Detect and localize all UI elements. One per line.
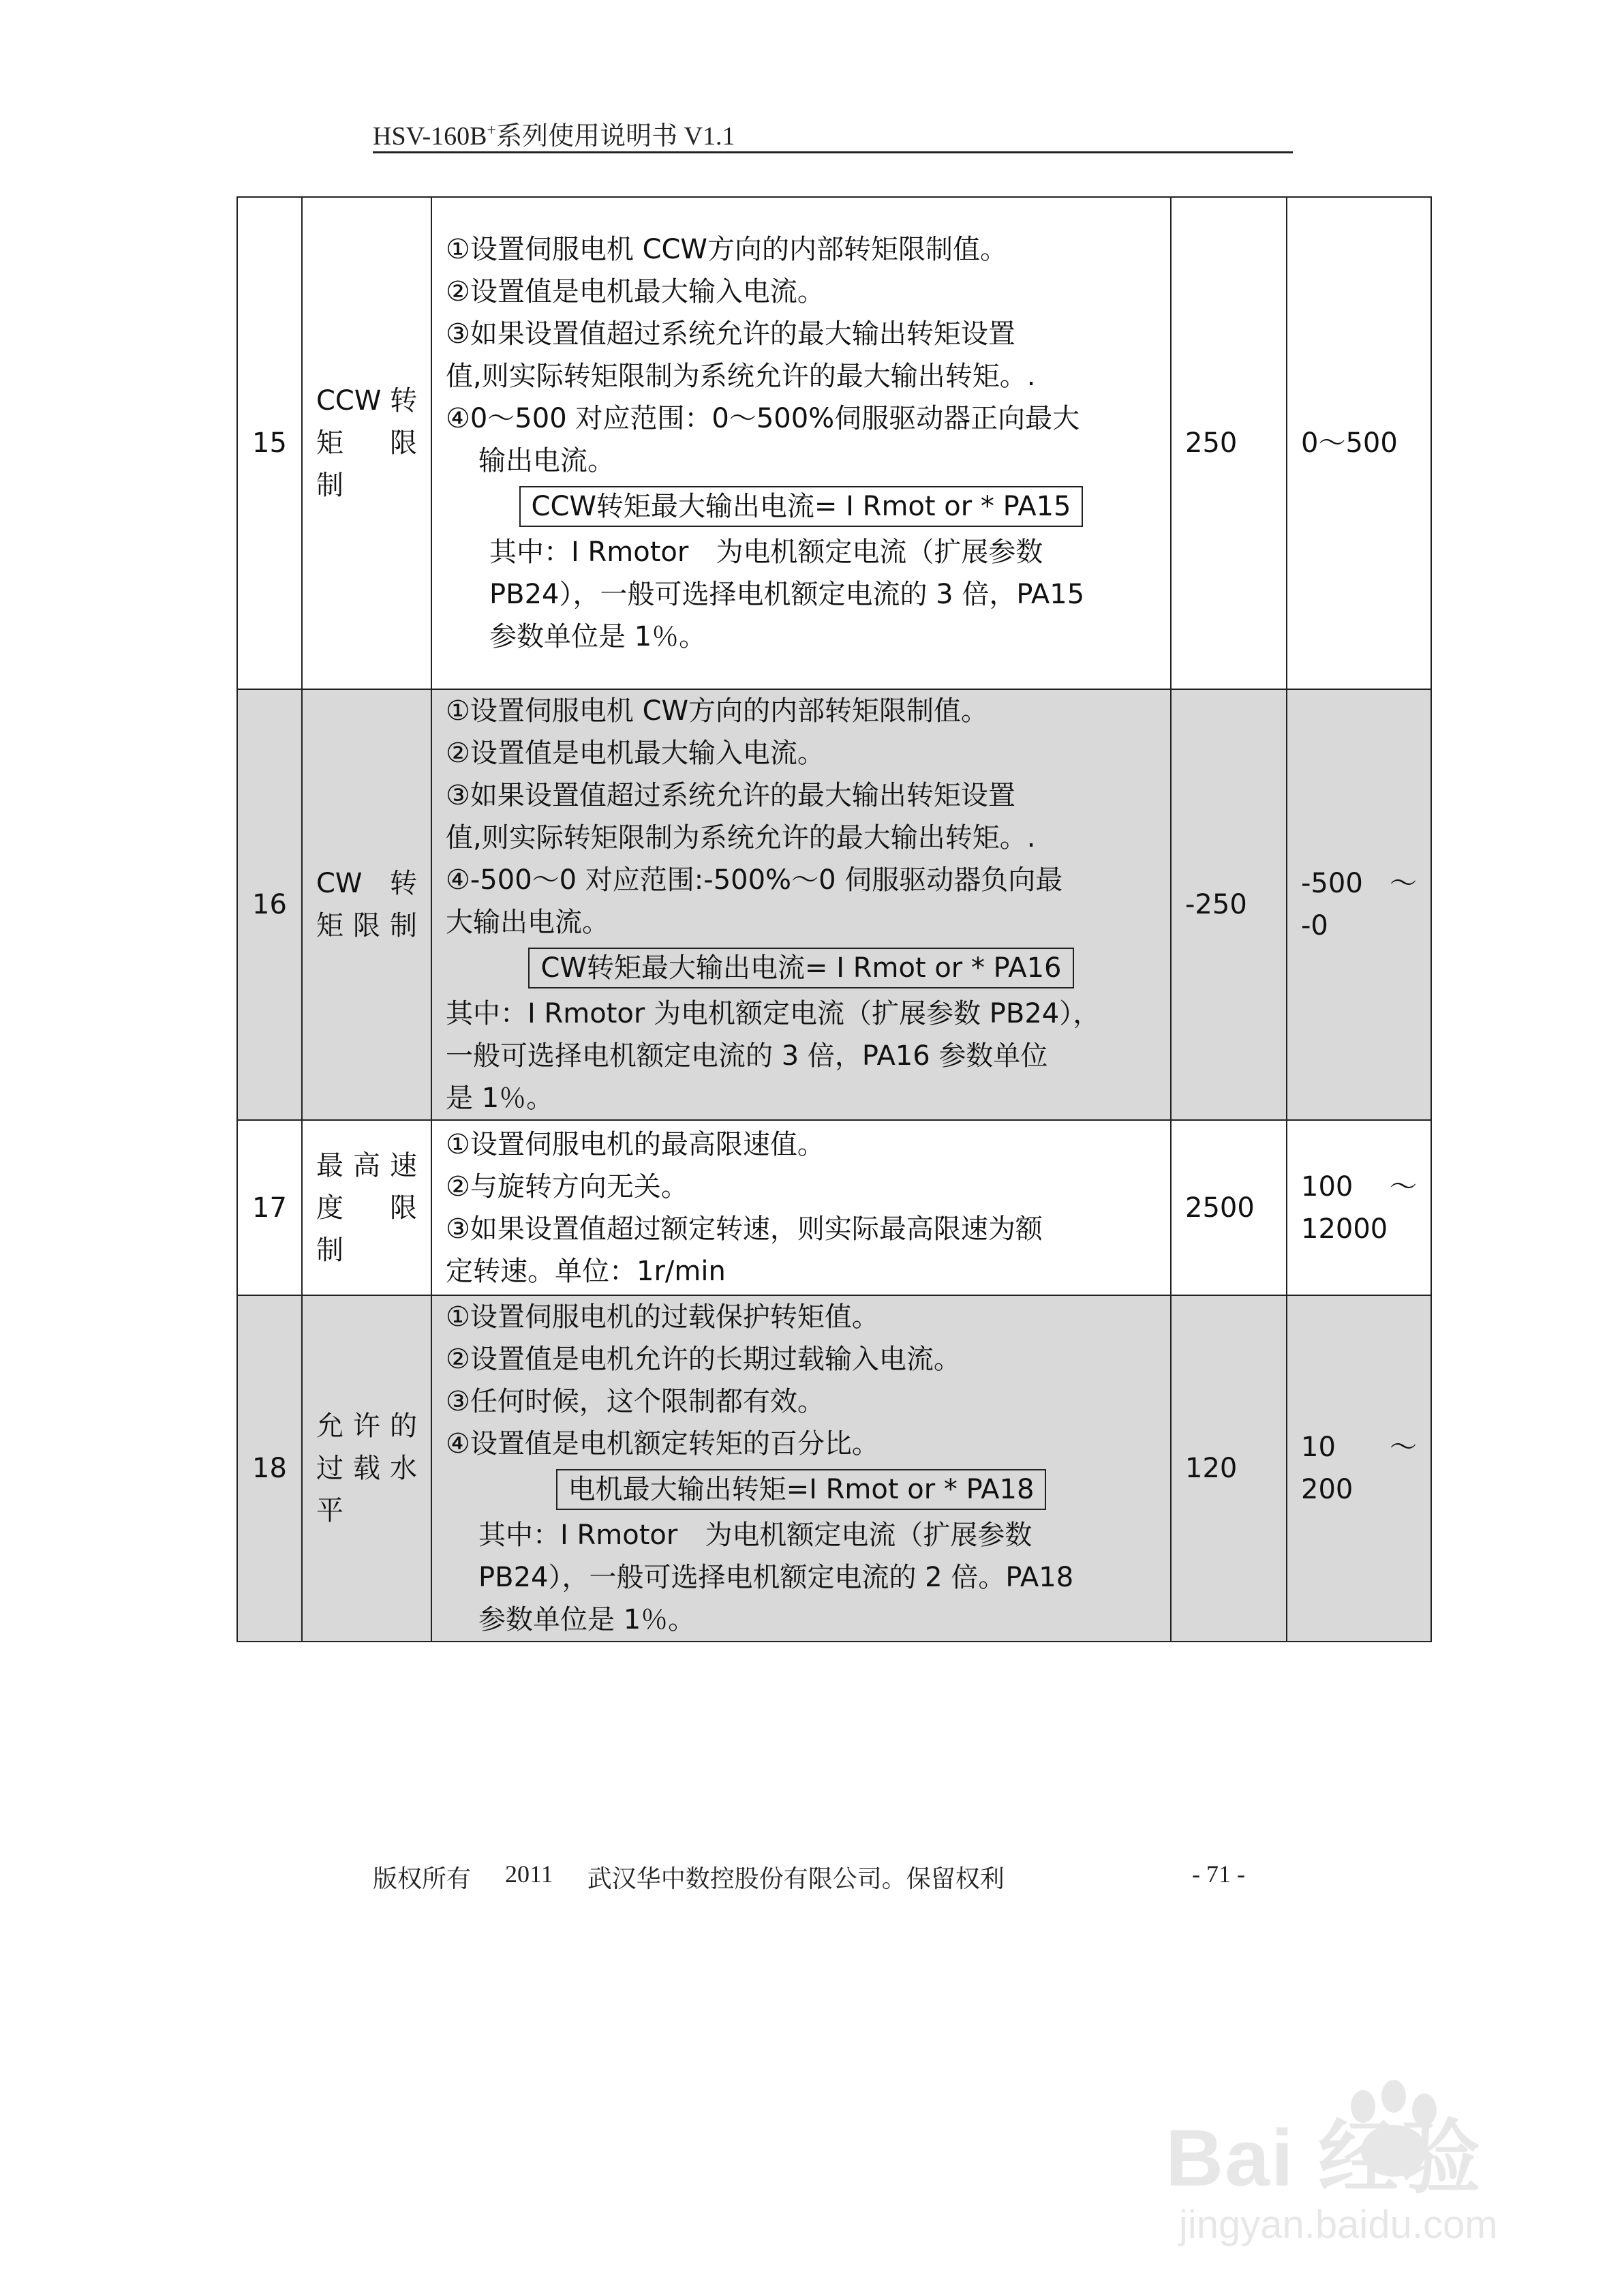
formula-box: 电机最大输出转矩=I Rmot or * PA18	[556, 1469, 1047, 1510]
desc-line: ④0～500 对应范围：0～500%伺服驱动器正向最大	[446, 403, 1080, 434]
param-name	[302, 689, 431, 1120]
range-max: 200	[1301, 1474, 1353, 1505]
range-max: -0	[1301, 910, 1328, 941]
param-default: -250	[1171, 689, 1287, 1120]
table-row	[237, 1295, 1431, 1642]
header-title-rest: 系列使用说明书 V1.1	[496, 122, 735, 151]
page-footer	[373, 1860, 1245, 1894]
desc-line: ②与旋转方向无关。	[446, 1170, 688, 1203]
range-min: -500	[1301, 868, 1363, 899]
desc-line: ①设置伺服电机 CW方向的内部转矩限制值。	[446, 695, 989, 727]
param-name-line: 矩限制	[316, 910, 417, 941]
range-tilde: ～	[1390, 868, 1417, 899]
param-default: 250	[1171, 197, 1287, 689]
param-name	[302, 1120, 431, 1295]
param-range	[1287, 1295, 1431, 1642]
parameter-table	[236, 196, 1432, 1642]
desc-line: ②设置值是电机最大输入电流。	[446, 738, 825, 769]
range-tilde: ～	[1390, 1432, 1417, 1463]
table-row	[237, 689, 1431, 1120]
note-line: 其中：I Rmotor 为电机额定电流（扩展参数	[478, 1520, 1032, 1551]
param-name-line: 过载水	[316, 1453, 417, 1484]
param-number: 15	[237, 197, 302, 689]
footer-company: 武汉华中数控股份有限公司。保留权利	[587, 1865, 1005, 1892]
param-name-line: 允许的	[316, 1410, 417, 1442]
note-line: 其中：I Rmotor 为电机额定电流（扩展参数	[489, 537, 1043, 568]
param-name-line: CCW 转	[316, 385, 418, 417]
param-number: 17	[237, 1120, 302, 1295]
range-tilde: ～	[1390, 1170, 1417, 1203]
header-rule	[373, 151, 1293, 153]
desc-line: ③如果设置值超过系统允许的最大输出转矩设置	[446, 318, 1015, 350]
footer-copyright: 版权所有	[373, 1865, 472, 1892]
param-name-line: 矩 限	[316, 427, 417, 459]
range-max: 12000	[1301, 1213, 1388, 1245]
page-number: - 71 -	[1192, 1860, 1245, 1888]
desc-line: ④设置值是电机额定转矩的百分比。	[446, 1428, 879, 1460]
param-description	[431, 1120, 1171, 1295]
watermark-url: jingyan.baidu.com	[1179, 2203, 1498, 2247]
footer-year: 2011	[505, 1860, 553, 1888]
formula-box: CW转矩最大输出电流= I Rmot or * PA16	[528, 948, 1073, 988]
desc-line: ③如果设置值超过额定转速，则实际最高限速为额	[446, 1213, 1043, 1245]
page-header	[373, 115, 1283, 152]
watermark-brand: Bai 经验	[1165, 2113, 1482, 2203]
param-number: 16	[237, 689, 302, 1120]
formula-box: CCW转矩最大输出电流= I Rmot or * PA15	[519, 486, 1084, 527]
range-min: 100	[1301, 1170, 1353, 1203]
note-line: 其中：I Rmotor 为电机额定电流（扩展参数 PB24），	[446, 998, 1101, 1029]
param-name-line: 制	[316, 470, 343, 501]
table-row	[237, 1120, 1431, 1295]
note-line: 一般可选择电机额定电流的 3 倍，PA16 参数单位	[446, 1040, 1048, 1072]
param-name-line: CW 转	[316, 868, 417, 899]
range-min: 10	[1301, 1432, 1336, 1463]
desc-line: ②设置值是电机允许的长期过载输入电流。	[446, 1344, 961, 1375]
param-name	[302, 1295, 431, 1642]
desc-line: ①设置伺服电机 CCW方向的内部转矩限制值。	[446, 234, 1007, 265]
header-title-main: HSV-160B	[373, 122, 487, 151]
param-name-line: 制	[316, 1234, 343, 1266]
desc-line: ③如果设置值超过系统允许的最大输出转矩设置	[446, 780, 1015, 811]
param-name	[302, 197, 431, 689]
param-name-line: 平	[316, 1495, 343, 1526]
param-description	[431, 1295, 1171, 1642]
desc-line: ④-500～0 对应范围:-500%～0 伺服驱动器负向最	[446, 864, 1063, 896]
note-line: PB24），一般可选择电机额定电流的 2 倍。PA18	[478, 1562, 1074, 1593]
note-line: 参数单位是 1％。	[478, 1604, 696, 1635]
desc-line: ②设置值是电机最大输入电流。	[446, 276, 825, 307]
desc-line: 值,则实际转矩限制为系统允许的最大输出转矩。.	[446, 361, 1036, 392]
param-default: 120	[1171, 1295, 1287, 1642]
desc-line: 值,则实际转矩限制为系统允许的最大输出转矩。.	[446, 822, 1036, 854]
note-line: 是 1％。	[446, 1083, 554, 1114]
table-row	[237, 197, 1431, 689]
desc-line: ①设置伺服电机的最高限速值。	[446, 1128, 825, 1160]
param-default: 2500	[1171, 1120, 1287, 1295]
desc-line: ①设置伺服电机的过载保护转矩值。	[446, 1301, 879, 1333]
baidu-watermark	[1118, 2072, 1595, 2270]
header-title-sup: +	[487, 121, 497, 140]
desc-line: 大输出电流。	[446, 907, 609, 938]
desc-line: 输出电流。	[478, 445, 615, 477]
note-line: 参数单位是 1％。	[489, 621, 707, 652]
note-line: PB24），一般可选择电机额定电流的 3 倍，PA15	[489, 579, 1085, 610]
param-description	[431, 197, 1171, 689]
param-range: 0～500	[1287, 197, 1431, 689]
param-name-line: 最高速	[316, 1149, 417, 1181]
param-description	[431, 689, 1171, 1120]
desc-line: 定转速。单位：1r/min	[446, 1255, 726, 1287]
param-range	[1287, 1120, 1431, 1295]
param-range	[1287, 689, 1431, 1120]
param-name-line: 度 限	[316, 1192, 417, 1224]
param-number: 18	[237, 1295, 302, 1642]
desc-line: ③任何时候，这个限制都有效。	[446, 1386, 825, 1417]
